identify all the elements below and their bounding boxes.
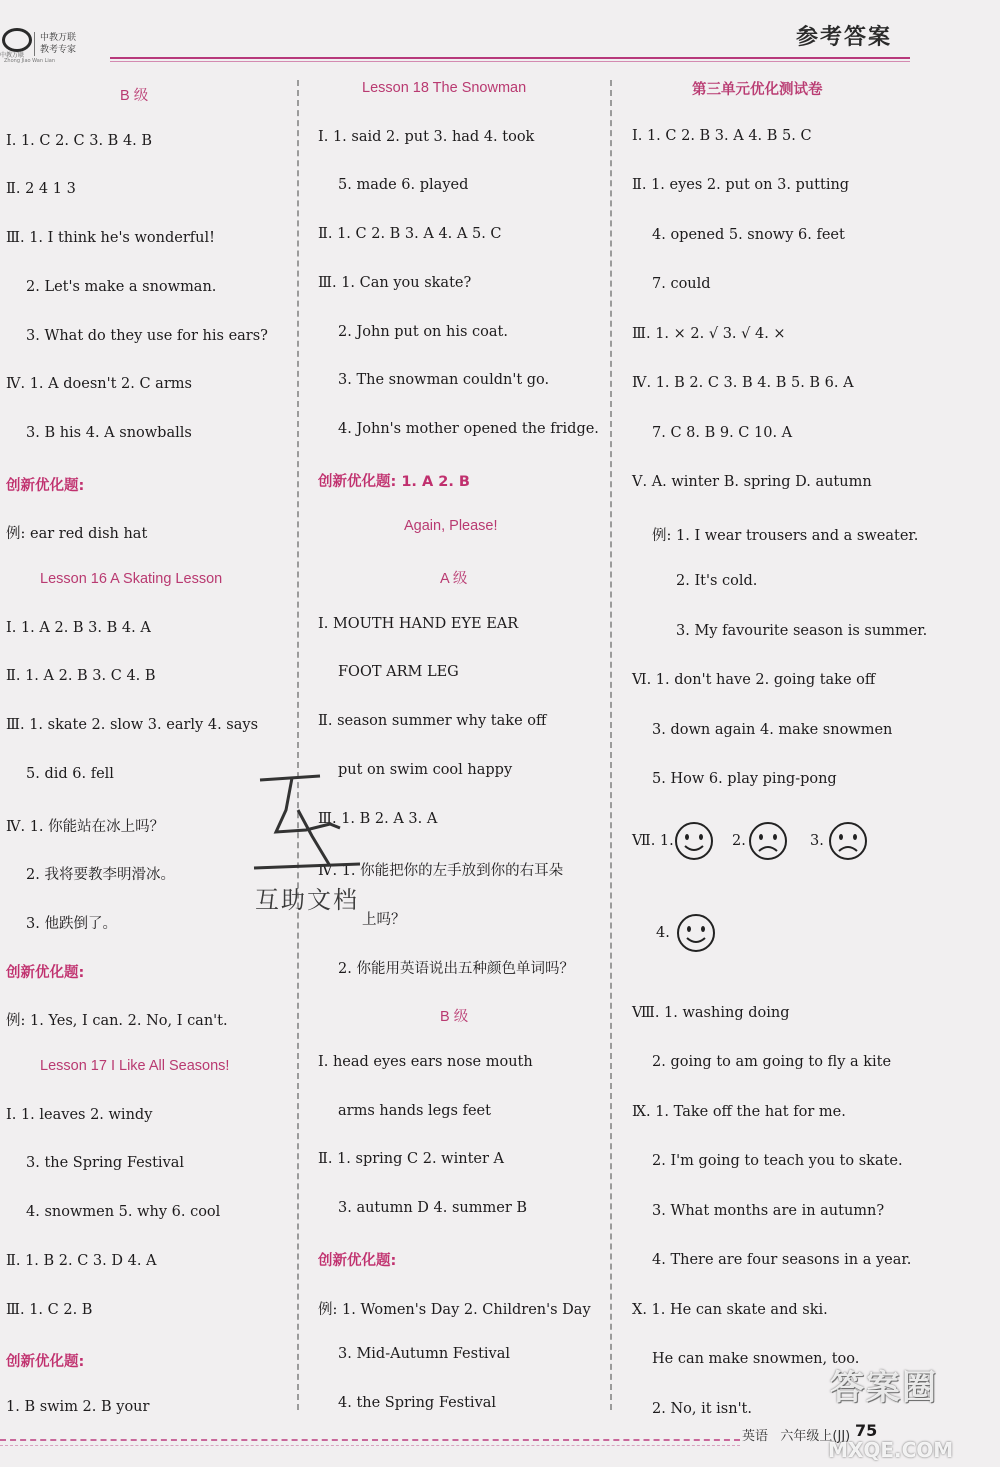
answer-line: 例: 1. Women's Day 2. Children's Day (318, 1301, 591, 1318)
answer-line: Ⅳ. 1. B 2. C 3. B 4. B 5. B 6. A (632, 375, 854, 391)
answer-line: Ⅱ. 1. C 2. B 3. A 4. A 5. C (318, 226, 502, 243)
faces-label: 3. (810, 832, 824, 849)
answer-line: 例: 1. I wear trousers and a sweater. (652, 527, 919, 544)
header-rule (110, 57, 910, 59)
answer-line: 3. B his 4. A snowballs (26, 424, 192, 441)
answer-line: 3. the Spring Festival (26, 1155, 185, 1172)
answer-line: Ⅱ. season summer why take off (318, 713, 547, 730)
answer-line: Ⅳ. 1. 你能把你的左手放到你的右耳朵 (318, 863, 564, 880)
footer-grade-label: 六年级上(JJ) (780, 1429, 851, 1444)
footer-subject-label: 英语 (742, 1429, 769, 1444)
answer-line: 2. No, it isn't. (652, 1400, 752, 1417)
answer-line: 5. made 6. played (338, 177, 469, 194)
innovation-question-label: 创新优化题: (6, 964, 85, 981)
answer-line: Ⅰ. 1. A 2. B 3. B 4. A (6, 619, 151, 636)
answer-line: FOOT ARM LEG (338, 664, 459, 681)
page-header (0, 0, 1000, 70)
page-title: 参考答案 (795, 24, 892, 50)
section-heading: Lesson 17 I Like All Seasons! (40, 1058, 230, 1074)
section-heading: B 级 (120, 88, 149, 104)
answer-line: 4. snowmen 5. why 6. cool (26, 1204, 221, 1221)
answer-line: 2. 我将要教李明滑冰。 (26, 867, 175, 884)
answer-line: 5. How 6. play ping-pong (652, 771, 837, 787)
answer-line: 3. My favourite season is summer. (676, 622, 928, 639)
answer-line: Ⅴ. A. winter B. spring D. autumn (632, 474, 872, 490)
answer-line: 7. could (652, 276, 711, 292)
answer-line: arms hands legs feet (338, 1102, 491, 1119)
answer-line: 例: 1. Yes, I can. 2. No, I can't. (6, 1013, 228, 1030)
sad-face-icon (748, 821, 788, 861)
answer-line: 2. going to am going to fly a kite (652, 1054, 892, 1071)
answer-line: 4. opened 5. snowy 6. feet (652, 226, 845, 243)
section-heading: Lesson 16 A Skating Lesson (40, 571, 223, 587)
column-divider-1 (297, 80, 299, 1410)
watermark-text: 互助文档 (255, 886, 359, 914)
footer-rule (0, 1439, 740, 1441)
answer-line: 3. Mid-Autumn Festival (338, 1346, 511, 1363)
section-heading: 第三单元优化测试卷 (692, 82, 823, 98)
answer-line: Ⅱ. 1. B 2. C 3. D 4. A (6, 1252, 157, 1269)
answer-line: Ⅰ. 1. C 2. B 3. A 4. B 5. C (632, 127, 812, 144)
sad-face-icon (828, 821, 868, 861)
answer-line: 2. 你能用英语说出五种颜色单词吗？ (338, 960, 574, 977)
innovation-question-label: 创新优化题: (6, 1354, 85, 1371)
page-number: 75 (855, 1421, 878, 1440)
answer-line: Ⅲ. 1. C 2. B (6, 1301, 93, 1318)
answer-line: 2. John put on his coat. (338, 323, 508, 340)
innovation-question-label: 创新优化题: (6, 477, 85, 494)
answer-line: Ⅳ. 1. A doesn't 2. C arms (6, 376, 192, 393)
answer-line: Ⅹ. 1. He can skate and ski. (632, 1301, 828, 1318)
watermark-logo: 答案圈 (830, 1368, 938, 1408)
answer-line: Ⅱ. 1. eyes 2. put on 3. putting (632, 177, 850, 193)
answer-line: Ⅰ. 1. C 2. C 3. B 4. B (6, 132, 153, 149)
smiley-face-icon (674, 821, 714, 861)
answer-line: Ⅱ. 1. A 2. B 3. C 4. B (6, 668, 156, 685)
watermark-url: MXQE.COM (828, 1438, 954, 1462)
footer-rule-thin (0, 1445, 740, 1446)
answer-line: 2. Let's make a snowman. (26, 278, 217, 295)
answer-line: Ⅰ. 1. said 2. put 3. had 4. took (318, 128, 535, 145)
answer-line: Ⅰ. head eyes ears nose mouth (318, 1054, 533, 1070)
answer-line: 例: ear red dish hat (6, 526, 148, 543)
faces-label: Ⅶ. 1. (632, 832, 674, 849)
answer-line: 3. What months are in autumn? (652, 1202, 885, 1219)
answer-line: Ⅲ. 1. Can you skate? (318, 274, 472, 291)
answer-line: 1. B swim 2. B your (6, 1398, 150, 1415)
answer-line: 上吗？ (362, 911, 406, 928)
answer-line: Ⅲ. 1. skate 2. slow 3. early 4. says (6, 717, 259, 734)
answer-line: He can make snowmen, too. (652, 1351, 860, 1368)
answer-line: 4. the Spring Festival (338, 1394, 497, 1411)
answer-line: 3. The snowman couldn't go. (338, 372, 550, 389)
answer-line: 7. C 8. B 9. C 10. A (652, 424, 793, 441)
answer-line: Ⅸ. 1. Take off the hat for me. (632, 1103, 846, 1120)
answer-line: 3. 他跌倒了。 (26, 915, 117, 932)
answer-line: 3. What do they use for his ears? (26, 327, 268, 344)
faces-label: 2. (732, 832, 746, 849)
answer-line: 3. down again 4. make snowmen (652, 721, 893, 738)
smiley-face-icon (676, 913, 716, 953)
answer-line: Ⅲ. 1. I think he's wonderful! (6, 230, 215, 247)
publisher-line-2: 教考专家 (40, 45, 77, 55)
answer-line: Ⅰ. MOUTH HAND EYE EAR (318, 615, 519, 632)
answer-line: Ⅵ. 1. don't have 2. going take off (632, 672, 876, 688)
answer-line: Ⅲ. 1. B 2. A 3. A (318, 810, 438, 827)
answer-line: 2. I'm going to teach you to skate. (652, 1153, 903, 1170)
answer-line: 3. autumn D 4. summer B (338, 1200, 528, 1217)
header-rule-thin (110, 61, 910, 62)
publisher-logo-icon (2, 28, 32, 52)
answer-line: Ⅱ. 2 4 1 3 (6, 181, 76, 198)
answer-line: 4. There are four seasons in a year. (652, 1252, 912, 1269)
answer-line: Ⅱ. 1. spring C 2. winter A (318, 1151, 504, 1168)
section-heading: B 级 (440, 1009, 469, 1026)
innovation-question-label: 创新优化题: (318, 1252, 397, 1269)
answer-line: Ⅰ. 1. leaves 2. windy (6, 1106, 153, 1123)
watermark-stamp-icon (250, 770, 370, 880)
faces-label: 4. (656, 924, 670, 941)
answer-line: 4. John's mother opened the fridge. (338, 420, 599, 437)
answer-line: Ⅲ. 1. × 2. √ 3. √ 4. × (632, 325, 786, 342)
innovation-question-label: 创新优化题: 1. A 2. B (318, 473, 470, 490)
answer-line: put on swim cool happy (338, 761, 513, 778)
logo-divider (34, 32, 35, 56)
answer-line: Ⅷ. 1. washing doing (632, 1004, 790, 1021)
section-heading: A 级 (440, 571, 468, 587)
publisher-line-1: 中教万联 (40, 33, 77, 43)
answer-line: 5. did 6. fell (26, 765, 114, 782)
publisher-name (40, 32, 76, 56)
section-heading: Lesson 18 The Snowman (362, 80, 527, 96)
logo-caption: 中教万联 (0, 52, 25, 59)
answer-line: Ⅳ. 1. 你能站在冰上吗？ (6, 818, 165, 835)
logo-subcaption: Zhong Jiao Wan Lian (4, 58, 56, 64)
answer-line: 2. It's cold. (676, 573, 758, 589)
column-divider-2 (610, 80, 612, 1410)
section-heading: Again, Please! (404, 518, 498, 535)
